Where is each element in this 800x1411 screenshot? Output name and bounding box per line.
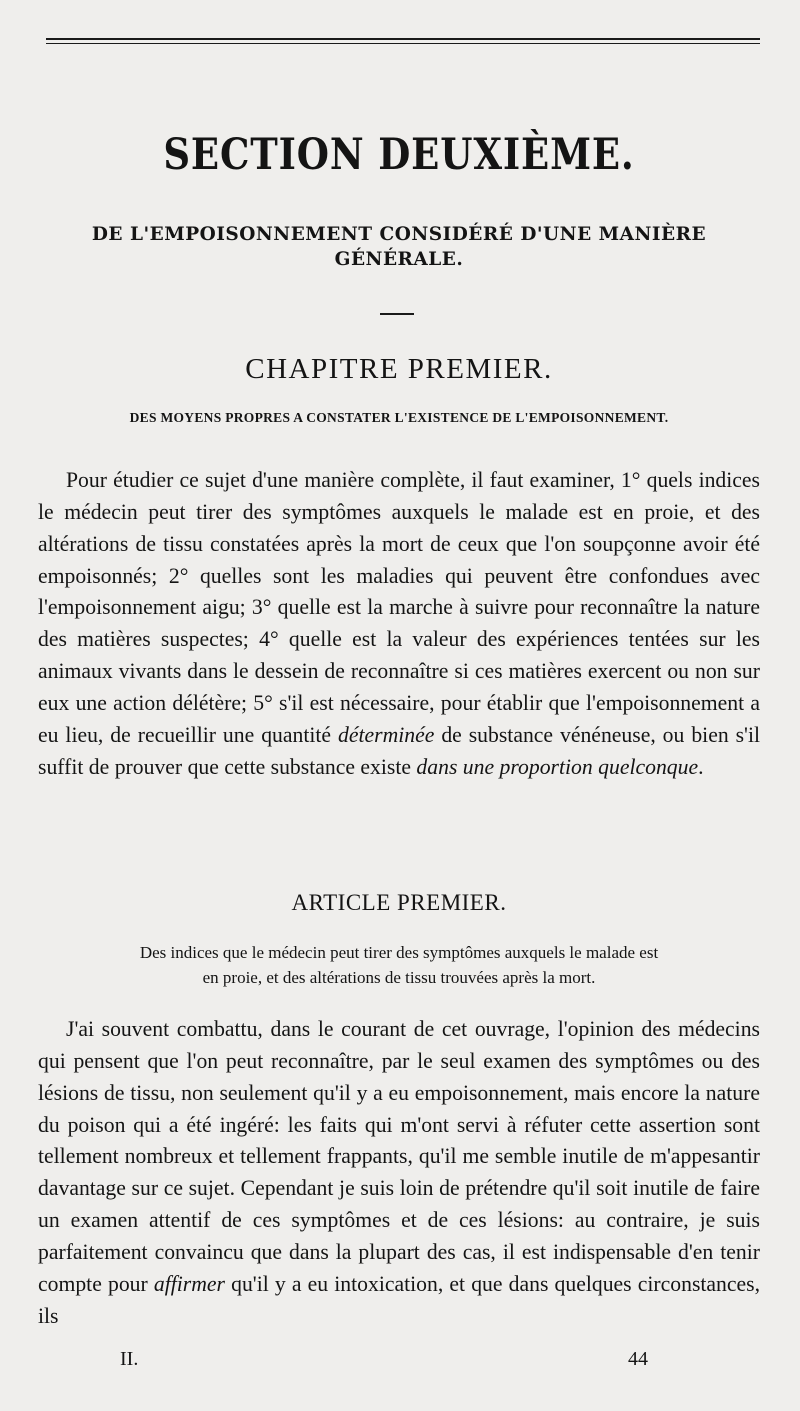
chapter-subtitle: DES MOYENS PROPRES A CONSTATER L'EXISTENCE DE L'EMPOISONNEMENT. bbox=[129, 410, 669, 425]
article-subtitle-line1: Des indices que le médecin peut tirer des symptômes auxquels le malade est bbox=[139, 943, 659, 962]
section-title: SECTION DEUXIÈME. bbox=[163, 130, 635, 180]
paragraph-intro-italic-a: déterminée bbox=[338, 722, 435, 747]
paragraph-intro-text-b: de substance vénéneuse, ou bien s'il suffit de prouver que cette substance existe bbox=[38, 722, 761, 779]
section-subtitle bbox=[38, 222, 760, 272]
chapter-title: CHAPITRE PREMIER. bbox=[245, 353, 553, 385]
paragraph-body-text-a: J'ai souvent combattu, dans le courant de cet ouvrage, l'opinion des médecins qui pensent que l'on peut reconnaître, par le seul examen des symptômes ou des lésions de tissu, non seulement qu'il y a eu empoisonnement, mais encore la nature du poison qui a été ingéré: les faits qui m'ont servi à réfuter cette assertion sont tellement nombreux et tellement frappants, qu'il me semble inutile de m'appesantir davantage sur ce sujet. Cependant je suis loin de prétendre qu'il soit inutile de faire un examen attentif de ces symptômes et de ces lésions: au contraire, je suis parfaitement convaincu que dans la plupart des cas, il est indispensable d'en tenir compte pour bbox=[38, 1017, 760, 1296]
article-subtitle-line2: en proie, et des altérations de tissu trouvées après la mort. bbox=[202, 968, 596, 987]
paragraph-body-text-b: qu'il y a eu intoxication, et que dans quelques circonstances, ils bbox=[38, 1271, 761, 1328]
paragraph-intro bbox=[38, 465, 760, 783]
signature-number: 44 bbox=[628, 1348, 648, 1370]
article-subtitle bbox=[38, 940, 760, 990]
volume-marker: II. bbox=[120, 1348, 139, 1370]
header-rule bbox=[46, 38, 760, 40]
separator-dash bbox=[380, 313, 414, 315]
article-title: ARTICLE PREMIER. bbox=[291, 890, 507, 915]
paragraph-intro-italic-b: dans une proportion quelconque bbox=[416, 754, 699, 779]
paragraph-body-italic: affirmer bbox=[153, 1271, 225, 1296]
paragraph-intro-text-c: . bbox=[698, 754, 704, 779]
paragraph-body bbox=[38, 1014, 760, 1332]
section-subtitle-line1: DE L'EMPOISONNEMENT CONSIDÉRÉ D'UNE MANIÈRE bbox=[91, 224, 707, 245]
paragraph-intro-text-a: Pour étudier ce sujet d'une manière complète, il faut examiner, 1° quels indices le médecin peut tirer des symptômes auxquels le malade est en proie, et des altérations de tissu constatées après la mort de ceux que l'on soupçonne avoir été empoisonnés; 2° quelles sont les maladies qui peuvent être confondues avec l'empoisonnement aigu; 3° quelle est la marche à suivre pour reconnaître la nature des matières suspectes; 4° quelle est la valeur des expériences tentées sur les animaux vivants dans le dessein de reconnaître si ces matières exercent ou non sur eux une action délétère; 5° s'il est nécessaire, pour établir que l'empoisonnement a eu lieu, de recueillir une quantité bbox=[38, 468, 760, 747]
section-subtitle-line2: GÉNÉRALE. bbox=[334, 249, 464, 270]
header-rule-thin bbox=[46, 43, 760, 44]
